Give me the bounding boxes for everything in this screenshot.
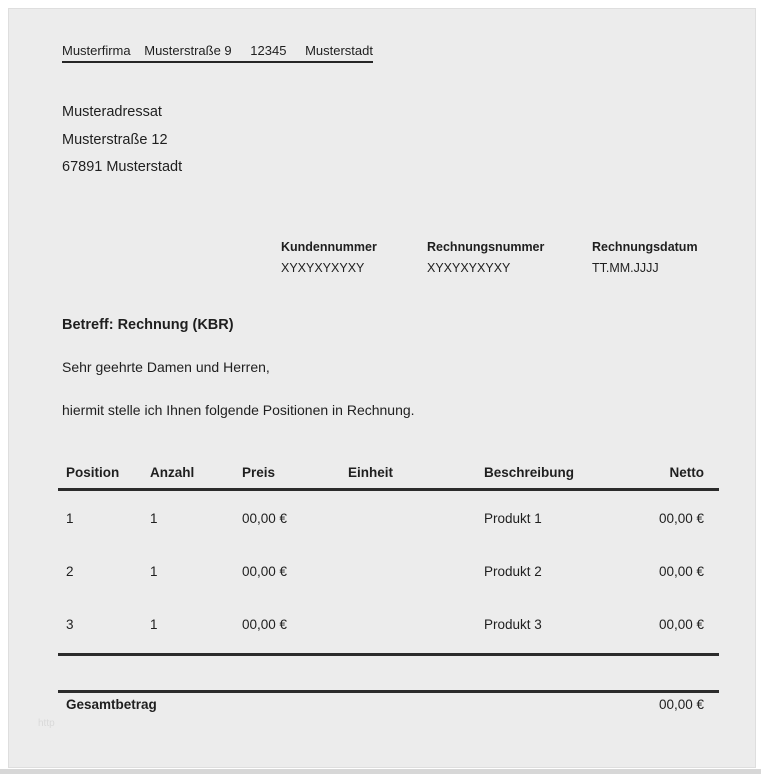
invoice-date-value: TT.MM.JJJJ [592,261,659,275]
header-position: Position [66,465,120,480]
sender-postal-code: 12345 [250,43,287,58]
total-rule [58,690,719,693]
customer-number-label: Kundennummer [281,240,377,254]
invoice-number-value: XYXYXYXYXY [427,261,511,275]
total-value: 00,00 € [658,697,704,712]
watermark-text: http [38,718,55,729]
recipient-name: Musteradressat [62,104,162,120]
sender-address-line [62,43,373,63]
recipient-street: Musterstraße 12 [62,131,168,148]
cell-position: 3 [66,617,74,632]
table-header-rule [58,488,719,491]
sender-city: Musterstadt [305,43,373,58]
subject-line: Betreff: Rechnung (KBR) [62,317,234,333]
cell-netto: 00,00 € [658,617,704,632]
page-bottom-edge [0,769,761,774]
recipient-city: 67891 Musterstadt [62,159,183,175]
sender-street: Musterstraße 9 [144,43,232,58]
cell-beschreibung: Produkt 1 [484,511,542,526]
cell-netto: 00,00 € [658,564,704,579]
header-anzahl: Anzahl [150,465,195,480]
total-label: Gesamtbetrag [66,697,157,712]
table-bottom-rule [58,653,719,656]
greeting-line: Sehr geehrte Damen und Herren, [62,359,270,375]
meta-customer-number [281,237,377,279]
header-beschreibung: Beschreibung [484,465,575,480]
invoice-date-label: Rechnungsdatum [592,240,698,254]
header-einheit: Einheit [348,465,394,480]
cell-position: 2 [66,564,74,579]
cell-netto: 00,00 € [658,511,704,526]
cell-beschreibung: Produkt 2 [484,564,542,579]
header-netto: Netto [669,465,704,480]
cell-beschreibung: Produkt 3 [484,617,542,632]
cell-anzahl: 1 [150,511,158,526]
cell-anzahl: 1 [150,564,158,579]
cell-position: 1 [66,511,74,526]
sender-company: Musterfirma [62,43,131,58]
cell-preis: 00,00 € [242,617,288,632]
intro-line: hiermit stelle ich Ihnen folgende Positionen in Rechnung. [62,402,415,418]
recipient-address-block [62,99,182,182]
meta-invoice-number [427,237,544,279]
customer-number-value: XYXYXYXYXY [281,261,365,275]
cell-preis: 00,00 € [242,564,288,579]
header-preis: Preis [242,465,276,480]
cell-anzahl: 1 [150,617,158,632]
invoice-number-label: Rechnungsnummer [427,240,545,254]
meta-invoice-date [592,237,698,279]
cell-preis: 00,00 € [242,511,288,526]
